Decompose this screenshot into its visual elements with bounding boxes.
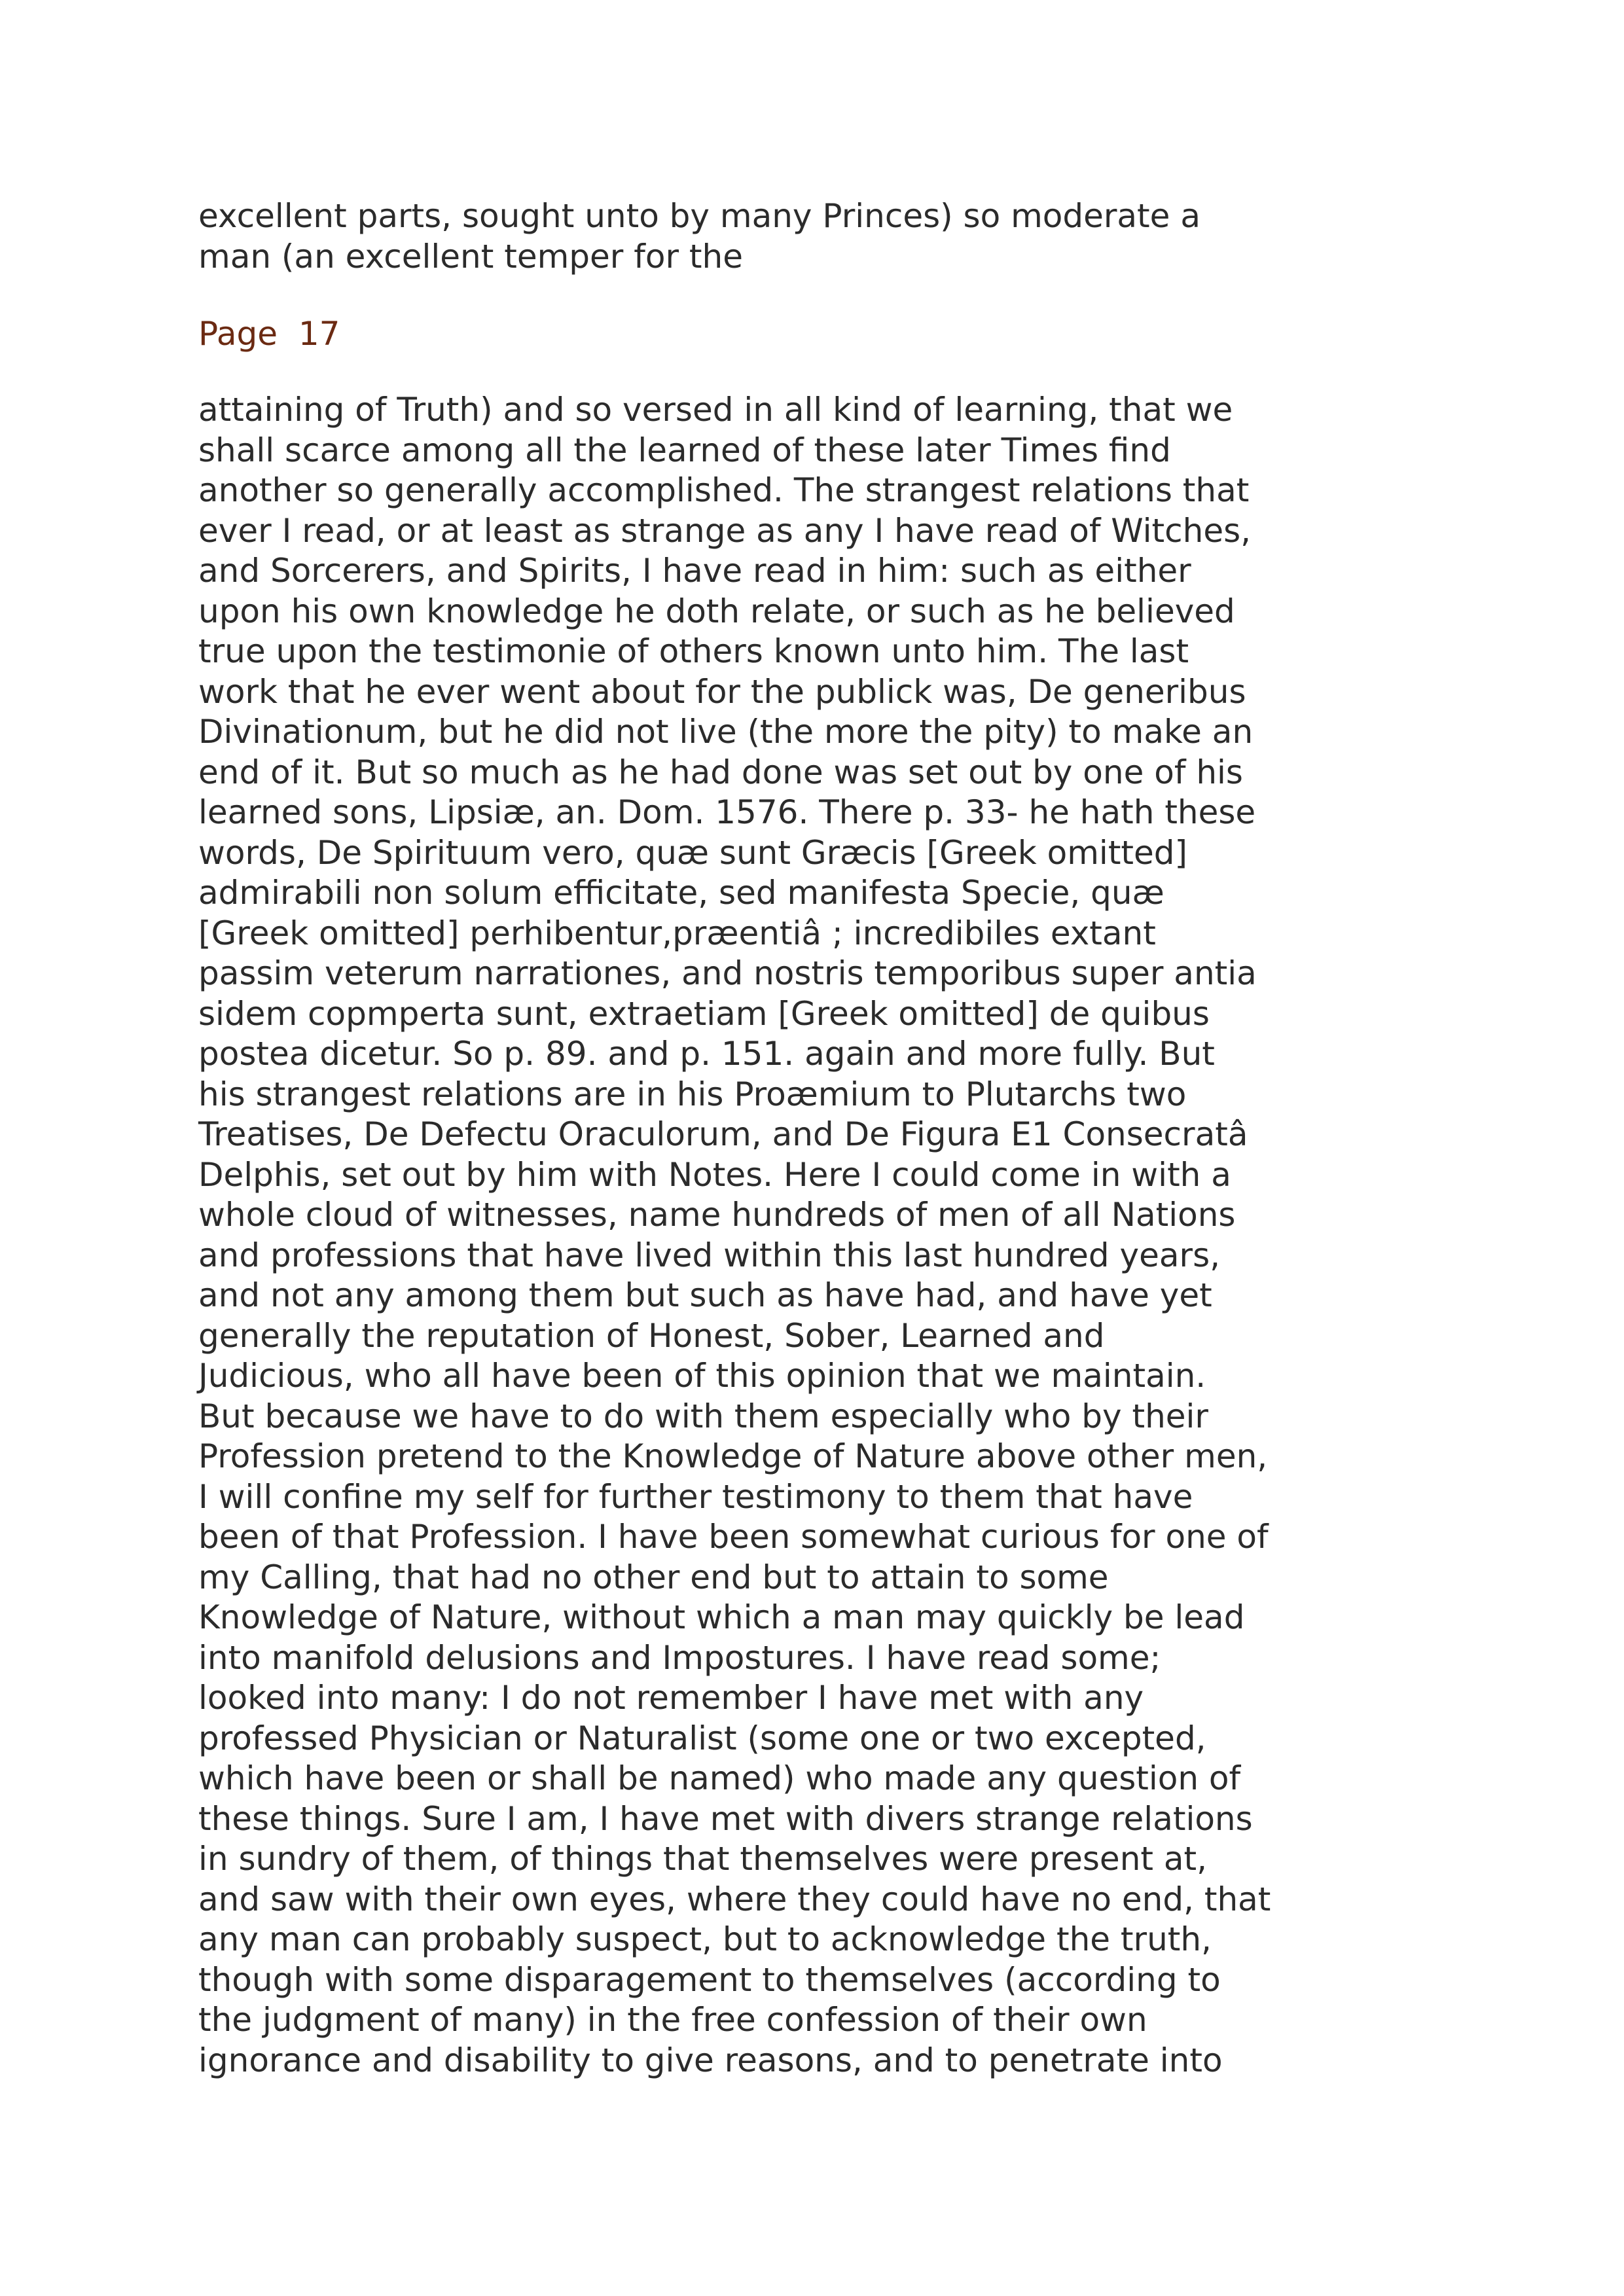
text-line: [Greek omitted] perhibentur,præentiâ ; incredibiles extant [198,914,1156,952]
text-line: in sundry of them, of things that themselves were present at, [198,1840,1208,1878]
text-line: though with some disparagement to themselves (according to [198,1960,1221,1999]
text-line: any man can probably suspect, but to acknowledge the truth, [198,1920,1212,1958]
text-line: learned sons, Lipsiæ, an. Dom. 1576. There p. 33- he hath these [198,793,1256,831]
text-line: postea dicetur. So p. 89. and p. 151. again and more fully. But [198,1035,1215,1073]
page-marker-label: Page [198,315,278,353]
text-line: shall scarce among all the learned of these later Times find [198,431,1171,469]
text-line: these things. Sure I am, I have met with divers strange relations [198,1799,1253,1838]
paragraph-body [198,390,1324,2081]
text-line: which have been or shall be named) who made any question of [198,1759,1241,1797]
text-line: work that he ever went about for the publick was, De generibus [198,672,1246,711]
text-line: upon his own knowledge he doth relate, or such as he believed [198,592,1235,630]
text-line: ignorance and disability to give reasons, and to penetrate into [198,2041,1223,2079]
text-line: and professions that have lived within this last hundred years, [198,1236,1221,1274]
text-line: into manifold delusions and Impostures. I have read some; [198,1638,1161,1677]
text-line: Treatises, De Defectu Oraculorum, and De Figura E1 Consecratâ [198,1115,1248,1153]
text-line: I will confine my self for further testimony to them that have [198,1477,1193,1516]
text-line: words, De Spirituum vero, quæ sunt Græcis [Greek omitted] [198,833,1188,872]
text-line: been of that Profession. I have been somewhat curious for one of [198,1518,1269,1556]
page-marker [198,314,340,355]
text-line: and Sorcerers, and Spirits, I have read in him: such as either [198,552,1191,590]
text-line: the judgment of many) in the free confession of their own [198,2001,1147,2039]
text-line: passim veterum narrationes, and nostris temporibus super antia [198,954,1257,992]
text-line: sidem copmperta sunt, extraetiam [Greek omitted] de quibus [198,994,1210,1033]
text-line: his strangest relations are in his Proæmium to Plutarchs two [198,1075,1187,1113]
text-line: But because we have to do with them especially who by their [198,1397,1208,1435]
text-line: Divinationum, but he did not live (the more the pity) to make an [198,713,1254,751]
text-line: ever I read, or at least as strange as any I have read of Witches, [198,511,1252,550]
paragraph-top [198,196,1324,277]
text-line: end of it. But so much as he had done was set out by one of his [198,753,1243,791]
text-line: true upon the testimonie of others known unto him. The last [198,632,1189,670]
page-marker-number: 17 [298,315,340,353]
text-line: whole cloud of witnesses, name hundreds of men of all Nations [198,1196,1236,1234]
text-line: Knowledge of Nature, without which a man may quickly be lead [198,1598,1245,1636]
text-line: professed Physician or Naturalist (some one or two excepted, [198,1719,1206,1757]
text-line: and not any among them but such as have had, and have yet [198,1276,1212,1314]
text-line: admirabili non solum efficitate, sed manifesta Specie, quæ [198,874,1164,912]
text-line: another so generally accomplished. The strangest relations that [198,471,1250,509]
text-line: excellent parts, sought unto by many Princes) so moderate a [198,197,1200,235]
text-line: and saw with their own eyes, where they could have no end, that [198,1880,1271,1918]
text-line: Delphis, set out by him with Notes. Here I could come in with a [198,1155,1231,1194]
text-line: looked into many: I do not remember I have met with any [198,1679,1144,1717]
text-line: man (an excellent temper for the [198,237,743,276]
text-line: generally the reputation of Honest, Sober, Learned and [198,1316,1105,1355]
text-line: my Calling, that had no other end but to attain to some [198,1558,1109,1596]
text-line: attaining of Truth) and so versed in all kind of learning, that we [198,391,1233,429]
text-line: Judicious, who all have been of this opinion that we maintain. [198,1357,1206,1395]
text-line: Profession pretend to the Knowledge of Nature above other men, [198,1437,1268,1475]
